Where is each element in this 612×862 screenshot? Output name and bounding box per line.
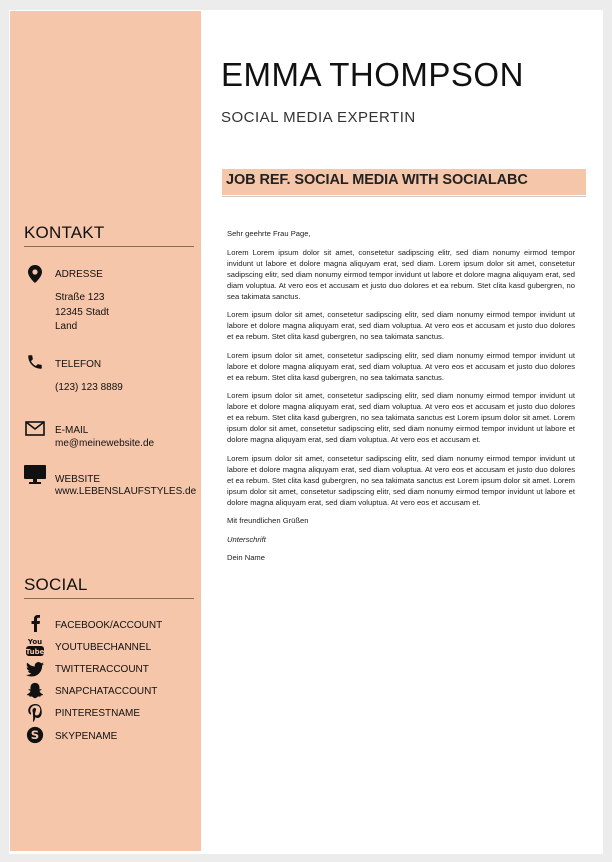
social-youtube-label[interactable]: YOUTUBECHANNEL — [55, 642, 152, 653]
social-facebook-label[interactable]: FACEBOOK/ACCOUNT — [55, 620, 163, 631]
address-line-1: Straße 123 — [55, 292, 105, 303]
youtube-icon — [24, 638, 46, 656]
reference-divider — [222, 196, 586, 197]
phone-label: TELEFON — [55, 359, 102, 370]
map-pin-icon — [24, 263, 46, 285]
job-reference: JOB REF. SOCIAL MEDIA WITH SOCIALABC — [226, 172, 528, 188]
social-divider — [24, 598, 194, 599]
address-line-2: 12345 Stadt — [55, 306, 109, 318]
facebook-icon — [24, 614, 46, 632]
pinterest-icon — [24, 704, 46, 722]
social-heading: SOCIAL — [24, 575, 88, 594]
contact-heading: KONTAKT — [24, 223, 105, 242]
website-label: WEBSITE — [55, 474, 101, 485]
letter-paragraph: Lorem ipsum dolor sit amet, consetetur sadipscing elitr, sed diam nonumy eirmod tempor invidunt ut labore et dolore magna aliquyam erat, sed diam voluptua. At vero eos et accusam et justo duo dolores et ea rebum. Stet clita kasd gubergren, no sea takimata sanctus. — [227, 310, 575, 341]
sidebar — [10, 11, 201, 851]
applicant-name: EMMA THOMPSON — [221, 56, 524, 93]
phone-value: (123) 123 8889 — [55, 382, 123, 393]
phone-icon — [24, 351, 46, 373]
twitter-icon — [24, 660, 46, 678]
monitor-icon — [24, 464, 46, 486]
contact-divider — [24, 246, 194, 247]
sender-name: Dein Name — [227, 553, 265, 562]
skype-icon — [24, 726, 46, 744]
email-value[interactable]: me@meinewebsite.de — [55, 438, 155, 449]
closing: Mit freundlichen Grüßen — [227, 516, 309, 525]
social-twitter-label[interactable]: TWITTERACCOUNT — [55, 664, 149, 675]
svg-text:You: You — [27, 638, 43, 646]
letter-paragraph: Lorem Lorem ipsum dolor sit amet, consetetur sadipscing elitr, sed diam nonumy eirmod tempor invidunt ut labore et dolore magna aliquyam erat, sed diam. Lorem ipsum dolor sit amet, consetetur sadipscing elitr, sed diam nonumy eirmod tempor invidunt ut labore et dolore magna aliquyam erat, sed diam voluptua. At vero eos et accusam et justo duo dolores et ea rebum. Stet clita kasd gubergren, no sea takimata sanctus. — [227, 247, 575, 301]
salutation: Sehr geehrte Frau Page, — [227, 229, 311, 238]
social-pinterest-label[interactable]: PINTERESTNAME — [55, 708, 141, 719]
envelope-icon — [24, 417, 46, 439]
applicant-title: SOCIAL MEDIA EXPERTIN — [221, 109, 416, 126]
email-label: E-MAIL — [55, 425, 89, 436]
letter-body — [227, 228, 575, 571]
letter-paragraph: Lorem ipsum dolor sit amet, consetetur sadipscing elitr, sed diam nonumy eirmod tempor invidunt ut labore et dolore magna aliquyam erat, sed diam voluptua. At vero eos et accusam et justo duo dolores et ea rebum. Stet clita kasd gubergren, no sea takimata sanctus est Lorem ipsum dolor sit amet. Lorem ipsum dolor sit amet, consetetur sadipscing elitr, sed diam nonumy eirmod tempor invidunt ut labore et dolore magna aliquyam erat, sed diam voluptua. At vero eos et accusam et. — [227, 453, 575, 507]
signature: Unterschrift — [227, 534, 266, 544]
address-line-3: Land — [55, 321, 78, 332]
snapchat-icon — [24, 682, 46, 700]
svg-text:S: S — [30, 728, 40, 743]
letter-paragraph: Lorem ipsum dolor sit amet, consetetur sadipscing elitr, sed diam nonumy eirmod tempor invidunt ut labore et dolore magna aliquyam erat, sed diam voluptua. At vero eos et accusam et justo duo dolores et ea rebum. Stet clita kasd gubergren, no sea takimata sanctus est Lorem ipsum dolor sit amet. Lorem ipsum dolor sit amet, consetetur sadipscing elitr, sed diam nonumy eirmod tempor invidunt ut labore et dolore magna aliquyam erat, sed diam voluptua. At vero eos et accusam et. — [227, 391, 575, 444]
social-snapchat-label[interactable]: SNAPCHATACCOUNT — [55, 686, 158, 697]
website-value[interactable]: www.LEBENSLAUFSTYLES.de — [55, 486, 197, 497]
social-skype-label[interactable]: SKYPENAME — [55, 731, 118, 742]
letter-paragraph: Lorem ipsum dolor sit amet, consetetur sadipscing elitr, sed diam nonumy eirmod tempor invidunt ut labore et dolore magna aliquyam erat, sed diam voluptua. At vero eos et accusam et justo duo dolores et ea rebum. Stet clita kasd gubergren, no sea takimata sanctus. — [227, 350, 575, 382]
address-value — [55, 291, 109, 335]
svg-text:Tube: Tube — [25, 648, 45, 656]
address-label: ADRESSE — [55, 269, 103, 280]
